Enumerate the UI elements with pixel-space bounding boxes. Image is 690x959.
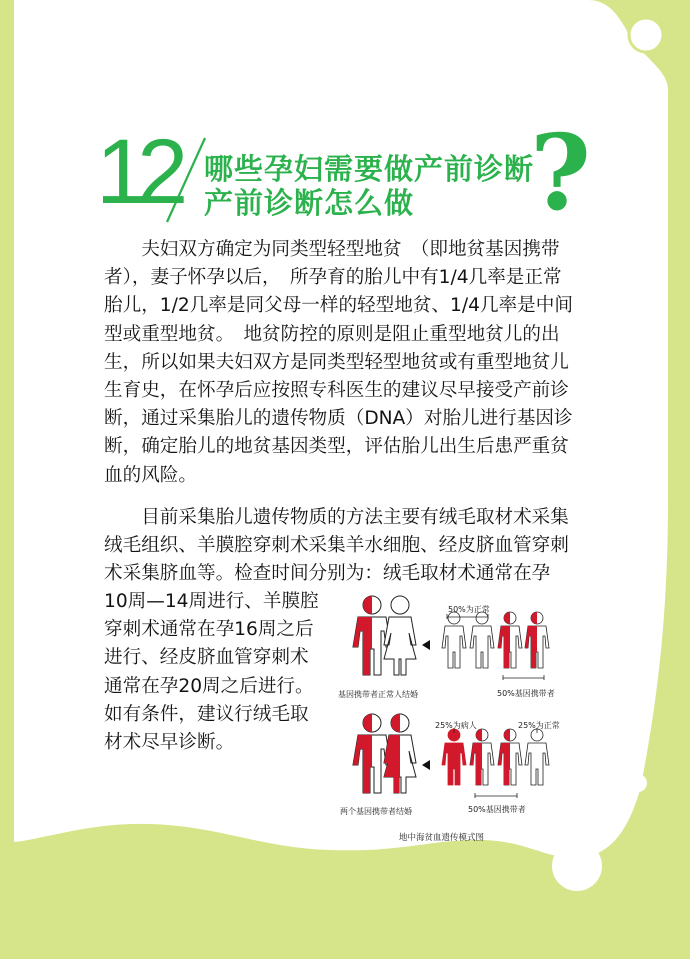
p2-line: 目前采集胎儿遗传物质的方法主要有绒毛取材术采集 <box>104 507 569 528</box>
p1-line: 夫妇双方确定为同类型轻型地贫 （即地贫基因携带 <box>104 239 560 260</box>
p2_side-line: 如有条件，建议行绒毛取 <box>104 703 309 725</box>
deco-circle-mid-right <box>629 774 647 792</box>
row2-child-affected-icon <box>442 729 466 785</box>
p2-line: 术采集脐血等。检查时间分别为：绒毛取材术通常在孕 <box>104 563 551 585</box>
title-line-1: 哪些孕妇需要做产前诊断 <box>204 152 535 186</box>
row1-left-caption: 基因携带者正常人结婚 <box>338 690 418 699</box>
row2-bottom-bracket <box>475 793 517 798</box>
row2-bottom-label: 50%基因携带者 <box>468 805 526 814</box>
question-mark-icon: ? <box>530 111 591 234</box>
row1-child-carrier-2-icon <box>525 612 549 668</box>
row1-normal-mother-icon <box>384 596 416 675</box>
p2_side-line: 进行、经皮脐血管穿刺术 <box>104 647 309 669</box>
title-slash-icon <box>163 134 209 226</box>
row1-child-normal-2-icon <box>470 612 494 668</box>
p1-line: 型或重型地贫。 地贫防控的原则是阻止重型地贫儿的出 <box>104 323 560 345</box>
p1-line: 断，通过采集胎儿的遗传物质（DNA）对胎儿进行基因诊 <box>104 408 573 430</box>
p1-line: 胎儿，1/2几率是同父母一样的轻型地贫、1/4几率是中间 <box>104 295 573 317</box>
row1-child-carrier-1-icon <box>498 612 522 668</box>
row1-child-normal-1-icon <box>442 612 466 668</box>
row1-bottom-bracket <box>503 675 544 680</box>
title-line-2: 产前诊断怎么做 <box>204 186 415 220</box>
p2_side-line: 10周—14周进行、羊膜腔 <box>104 591 319 612</box>
row1-top-label: 50%为正常 <box>448 605 490 614</box>
figure-caption: 地中海贫血遗传模式图 <box>399 833 485 843</box>
chapter-number: 12 <box>96 121 179 223</box>
p1-line: 者），妻子怀孕以后， 所孕育的胎儿中有1/4几率是正常 <box>104 267 562 289</box>
row2-top-label-right: 25%为正常 <box>518 721 560 730</box>
p1-line: 生育史，在怀孕后应按照专科医生的建议尽早接受产前诊 <box>104 380 569 401</box>
row2-child-carrier-2-icon <box>498 729 522 785</box>
row2-left-caption: 两个基因携带者结婚 <box>340 807 412 816</box>
p1-line: 断，确定胎儿的地贫基因类型，评估胎儿出生后患严重贫 <box>104 436 569 458</box>
row2-arrow-icon <box>422 760 430 770</box>
deco-circle-top-right <box>629 18 663 52</box>
p1-line: 生，所以如果夫妇双方是同类型轻型地贫或有重型地贫儿 <box>104 351 569 373</box>
p2-line: 绒毛组织、羊膜腔穿刺术采集羊水细胞、经皮脐血管穿刺 <box>104 535 569 557</box>
p2_side-line: 穿刺术通常在孕16周之后 <box>104 619 314 641</box>
p2_side-line: 材术尽早诊断。 <box>104 732 235 753</box>
row2-child-normal-icon <box>525 729 549 785</box>
row1-bottom-label: 50%基因携带者 <box>497 689 555 698</box>
p1-line: 血的风险。 <box>104 464 197 486</box>
row1-arrow-icon <box>422 640 430 650</box>
row2-carrier-mother-icon <box>384 714 416 793</box>
p2_side-line: 通常在孕20周之后进行。 <box>104 675 314 697</box>
row2-top-label-left: 25%为病人 <box>435 721 477 730</box>
row2-child-carrier-1-icon <box>470 729 494 785</box>
deco-circle-bottom <box>552 841 602 891</box>
inheritance-diagram <box>330 595 570 825</box>
